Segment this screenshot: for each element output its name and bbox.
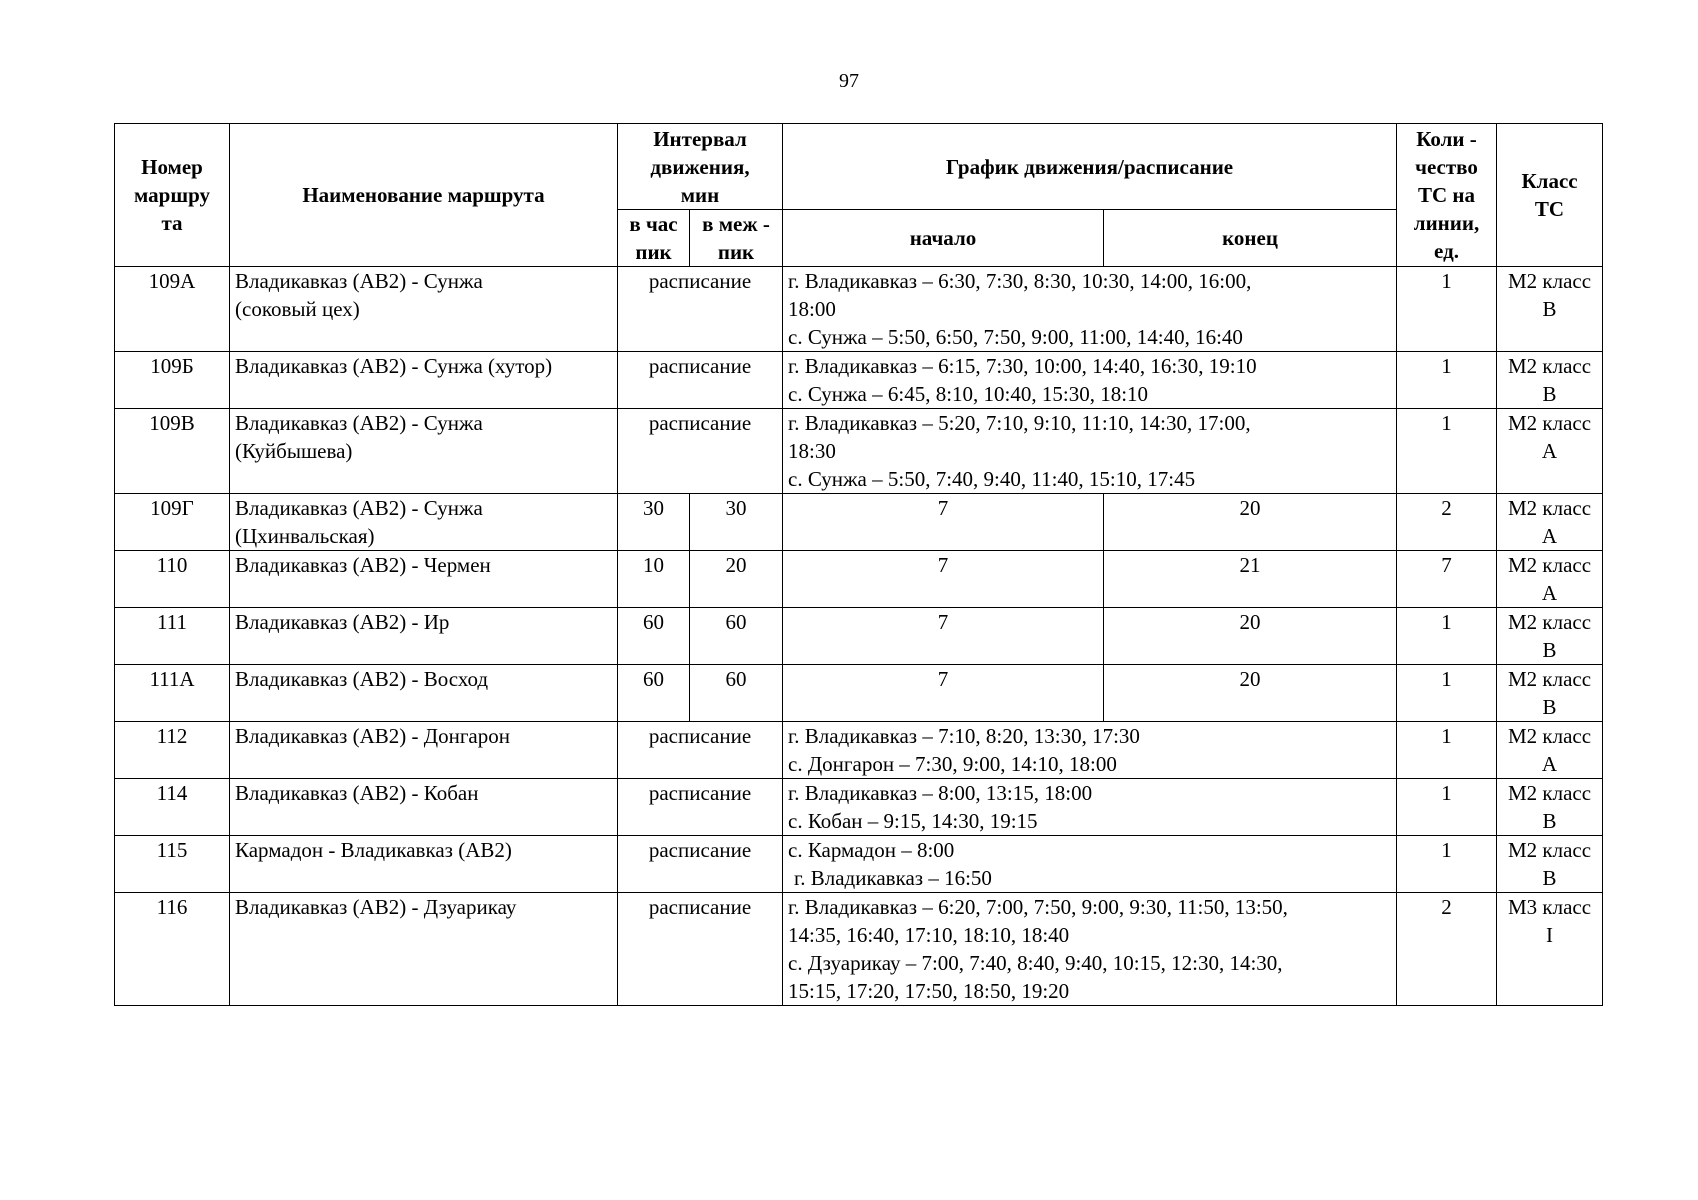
vehicle-count: 1 — [1397, 665, 1497, 722]
header-interval: Интервал движения, мин — [618, 124, 783, 210]
schedule-cell: г. Владикавказ – 6:20, 7:00, 7:50, 9:00, 9:30, 11:50, 13:50, 14:35, 16:40, 17:10, 18:10, 18:40 с. Дзуарикау – 7:00, 7:40, 8:40, 9:40, 10:15, 12:30, 14:30, 15:15, 17:20, 17:50, 18:50, 19:20 — [783, 893, 1397, 1006]
route-number: 111 — [115, 608, 230, 665]
vehicle-count: 2 — [1397, 494, 1497, 551]
vehicle-count: 1 — [1397, 267, 1497, 352]
vehicle-class: М2 класс В — [1497, 608, 1603, 665]
peak-interval: 60 — [618, 608, 690, 665]
schedule-cell: с. Кармадон – 8:00 г. Владикавказ – 16:50 — [783, 836, 1397, 893]
route-name: Владикавказ (АВ2) - Ир — [230, 608, 618, 665]
route-name: Владикавказ (АВ2) - Сунжа (хутор) — [230, 352, 618, 409]
offpeak-interval: 60 — [690, 608, 783, 665]
routes-table — [114, 123, 1603, 1006]
vehicle-count: 1 — [1397, 779, 1497, 836]
peak-interval: 60 — [618, 665, 690, 722]
route-name: Владикавказ (АВ2) - Дзуарикау — [230, 893, 618, 1006]
schedule-cell: г. Владикавказ – 7:10, 8:20, 13:30, 17:30 с. Донгарон – 7:30, 9:00, 14:10, 18:00 — [783, 722, 1397, 779]
interval-cell: расписание — [618, 836, 783, 893]
schedule-cell: г. Владикавказ – 5:20, 7:10, 9:10, 11:10, 14:30, 17:00, 18:30 с. Сунжа – 5:50, 7:40, 9:40, 11:40, 15:10, 17:45 — [783, 409, 1397, 494]
vehicle-count: 1 — [1397, 409, 1497, 494]
table-row — [115, 722, 1603, 779]
header-start: начало — [783, 210, 1104, 267]
end-time: 20 — [1104, 494, 1397, 551]
table-row — [115, 779, 1603, 836]
peak-interval: 30 — [618, 494, 690, 551]
vehicle-count: 1 — [1397, 352, 1497, 409]
route-name: Кармадон - Владикавказ (АВ2) — [230, 836, 618, 893]
table-row — [115, 551, 1603, 608]
interval-cell: расписание — [618, 779, 783, 836]
route-number: 109Б — [115, 352, 230, 409]
peak-interval: 10 — [618, 551, 690, 608]
end-time: 21 — [1104, 551, 1397, 608]
route-name: Владикавказ (АВ2) - Кобан — [230, 779, 618, 836]
header-offpeak: в меж - пик — [690, 210, 783, 267]
schedule-cell: г. Владикавказ – 6:30, 7:30, 8:30, 10:30, 14:00, 16:00, 18:00 с. Сунжа – 5:50, 6:50, 7:50, 9:00, 11:00, 14:40, 16:40 — [783, 267, 1397, 352]
vehicle-class: М2 класс А — [1497, 722, 1603, 779]
start-time: 7 — [783, 608, 1104, 665]
start-time: 7 — [783, 551, 1104, 608]
interval-cell: расписание — [618, 893, 783, 1006]
vehicle-class: М2 класс В — [1497, 267, 1603, 352]
offpeak-interval: 30 — [690, 494, 783, 551]
vehicle-class: М2 класс В — [1497, 665, 1603, 722]
interval-cell: расписание — [618, 722, 783, 779]
route-number: 110 — [115, 551, 230, 608]
route-number: 111А — [115, 665, 230, 722]
offpeak-interval: 60 — [690, 665, 783, 722]
start-time: 7 — [783, 494, 1104, 551]
start-time: 7 — [783, 665, 1104, 722]
header-vehicle-count: Коли - чество ТС на линии, ед. — [1397, 124, 1497, 267]
route-name: Владикавказ (АВ2) - Сунжа (Куйбышева) — [230, 409, 618, 494]
route-name: Владикавказ (АВ2) - Сунжа (Цхинвальская) — [230, 494, 618, 551]
vehicle-class: М3 класс I — [1497, 893, 1603, 1006]
table-row — [115, 836, 1603, 893]
vehicle-count: 1 — [1397, 608, 1497, 665]
route-name: Владикавказ (АВ2) - Донгарон — [230, 722, 618, 779]
schedule-cell: г. Владикавказ – 6:15, 7:30, 10:00, 14:40, 16:30, 19:10 с. Сунжа – 6:45, 8:10, 10:40, 15:30, 18:10 — [783, 352, 1397, 409]
route-number: 109Г — [115, 494, 230, 551]
vehicle-class: М2 класс В — [1497, 779, 1603, 836]
end-time: 20 — [1104, 608, 1397, 665]
vehicle-count: 7 — [1397, 551, 1497, 608]
page-number: 97 — [839, 70, 859, 92]
route-name: Владикавказ (АВ2) - Чермен — [230, 551, 618, 608]
end-time: 20 — [1104, 665, 1397, 722]
header-vehicle-class: Класс ТС — [1497, 124, 1603, 267]
interval-cell: расписание — [618, 409, 783, 494]
interval-cell: расписание — [618, 352, 783, 409]
vehicle-count: 1 — [1397, 722, 1497, 779]
vehicle-class: М2 класс А — [1497, 409, 1603, 494]
header-schedule: График движения/расписание — [783, 124, 1397, 210]
table-row — [115, 267, 1603, 352]
vehicle-class: М2 класс В — [1497, 836, 1603, 893]
table-row — [115, 494, 1603, 551]
vehicle-class: М2 класс В — [1497, 352, 1603, 409]
header-route-name: Наименование маршрута — [230, 124, 618, 267]
header-peak: в час пик — [618, 210, 690, 267]
route-number: 109А — [115, 267, 230, 352]
table-row — [115, 409, 1603, 494]
vehicle-class: М2 класс А — [1497, 494, 1603, 551]
interval-cell: расписание — [618, 267, 783, 352]
table-row — [115, 352, 1603, 409]
table-row — [115, 893, 1603, 1006]
route-number: 115 — [115, 836, 230, 893]
table-row — [115, 608, 1603, 665]
route-number: 112 — [115, 722, 230, 779]
schedule-cell: г. Владикавказ – 8:00, 13:15, 18:00 с. Кобан – 9:15, 14:30, 19:15 — [783, 779, 1397, 836]
header-route-number: Номер маршру та — [115, 124, 230, 267]
header-end: конец — [1104, 210, 1397, 267]
route-number: 109В — [115, 409, 230, 494]
table-row — [115, 665, 1603, 722]
vehicle-count: 1 — [1397, 836, 1497, 893]
route-number: 114 — [115, 779, 230, 836]
vehicle-class: М2 класс А — [1497, 551, 1603, 608]
route-name: Владикавказ (АВ2) - Восход — [230, 665, 618, 722]
offpeak-interval: 20 — [690, 551, 783, 608]
route-name: Владикавказ (АВ2) - Сунжа (соковый цех) — [230, 267, 618, 352]
route-number: 116 — [115, 893, 230, 1006]
vehicle-count: 2 — [1397, 893, 1497, 1006]
